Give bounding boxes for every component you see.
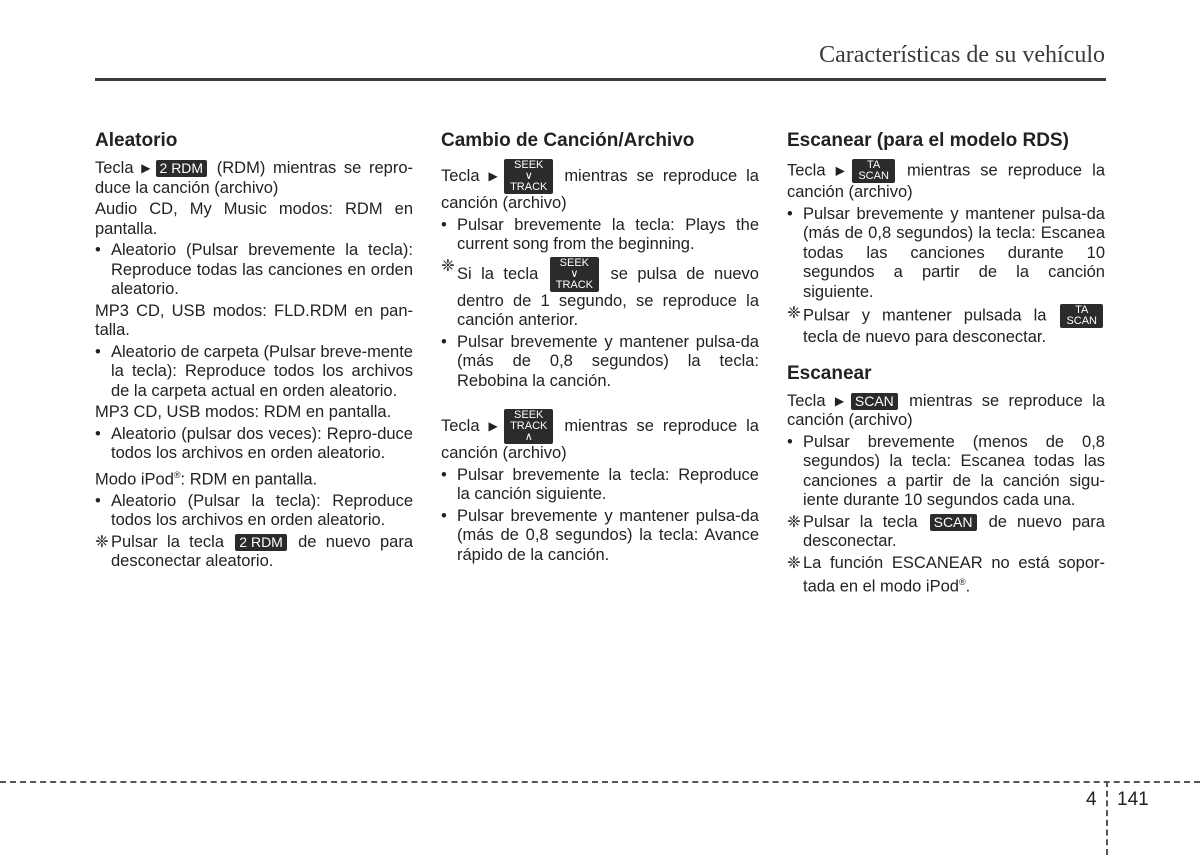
- triangle-icon: ▶: [141, 161, 154, 175]
- note-icon: ❈: [787, 512, 801, 531]
- list-item: • Aleatorio (Pulsar la tecla): Reproduce todos los archivos en orden aleatorio.: [95, 491, 413, 530]
- rdm-key: 2 RDM: [235, 534, 287, 551]
- list-item: • Pulsar brevemente (menos de 0,8 segundos) la tecla: Escanea todas las canciones a partir de la canción sigu-iente durante 10 segundos cada una.: [787, 432, 1105, 510]
- section-heading-escanear-rds: Escanear (para el modelo RDS): [787, 130, 1069, 151]
- paragraph: Modo iPod®: RDM en pantalla.: [95, 469, 318, 489]
- chapter-number: 4: [1086, 789, 1097, 810]
- seek-track-up-key: SEEK TRACK ∧: [504, 409, 553, 444]
- paragraph: MP3 CD, USB modos: RDM en pantalla.: [95, 403, 392, 422]
- section-heading-escanear: Escanear: [787, 362, 872, 384]
- list-item: • Aleatorio (Pulsar brevemente la tecla): Reproduce todas las canciones en orden aleatorio.: [95, 241, 413, 299]
- triangle-icon: ▶: [835, 163, 851, 178]
- column-cambio-cancion: [441, 129, 759, 567]
- column-escanear: [787, 129, 1105, 599]
- paragraph: Audio CD, My Music modos: RDM en pantalla.: [95, 200, 413, 238]
- list-item: • Pulsar brevemente la tecla: Plays the current song from the beginning.: [441, 215, 759, 253]
- chevron-up-icon: ∧: [524, 431, 533, 443]
- list-item: • Pulsar brevemente y mantener pulsa-da (más de 0,8 segundos) la tecla: Escanea todas las canciones durante 10 segundos a partir de la canción siguiente.: [787, 204, 1105, 301]
- footer-dashed-rule: [0, 781, 1200, 783]
- page-header-title: Características de su vehículo: [819, 42, 1105, 68]
- ta-scan-key: TA SCAN: [1060, 304, 1103, 328]
- paragraph: Tecla ▶ SCAN mientras se reproduce la canción (archivo): [787, 391, 1105, 430]
- scan-key: SCAN: [851, 393, 898, 410]
- section-heading-aleatorio: Aleatorio: [95, 130, 178, 151]
- note-item: ❈ Pulsar y mantener pulsada la TA SCAN tecla de nuevo para desconectar.: [787, 304, 1105, 348]
- page-number: 141: [1117, 789, 1149, 810]
- list-item: • Aleatorio de carpeta (Pulsar breve-mente la tecla): Reproduce todos los archivos de la carpeta actual en orden aleatorio.: [95, 342, 413, 400]
- paragraph: MP3 CD, USB modos: FLD.RDM en pan-talla.: [95, 301, 413, 340]
- list-item: • Aleatorio (pulsar dos veces): Repro-duce todos los archivos en orden aleatorio.: [95, 424, 413, 463]
- paragraph: Tecla ▶ SEEK TRACK ∧ mientras se reproduce la canción (archivo): [441, 409, 759, 462]
- list-item: • Pulsar brevemente y mantener pulsa-da (más de 0,8 segundos) la tecla: Avance rápido de la canción.: [441, 506, 759, 564]
- chevron-down-icon: ∨: [570, 267, 579, 280]
- registered-mark: ®: [958, 577, 966, 588]
- seek-track-down-key: SEEK ∨ TRACK: [550, 257, 599, 292]
- note-icon: ❈: [95, 532, 109, 551]
- seek-track-down-key: SEEK ∨ TRACK: [504, 159, 553, 194]
- paragraph: Tecla ▶ TA SCAN mientras se reproduce la canción (archivo): [787, 159, 1106, 201]
- note-item: ❈ Si la tecla SEEK ∨ TRACK se pulsa de nuevo dentro de 1 segundo, se reproduce la canción anterior.: [441, 256, 759, 329]
- paragraph: Tecla ▶ SEEK ∨ TRACK mientras se reproduce la canción (archivo): [441, 159, 759, 212]
- list-item: • Pulsar brevemente y mantener pulsa-da (más de 0,8 segundos) la tecla: Rebobina la canción.: [441, 332, 759, 390]
- column-aleatorio: [95, 129, 413, 574]
- ta-scan-key: TA SCAN: [852, 159, 895, 183]
- paragraph: Tecla ▶ 2 RDM (RDM) mientras se repro-duce la canción (archivo): [95, 159, 414, 197]
- scan-key: SCAN: [930, 514, 977, 531]
- note-item: ❈ Pulsar la tecla SCAN de nuevo para desconectar.: [787, 512, 1105, 551]
- triangle-icon: ▶: [488, 418, 503, 433]
- chevron-down-icon: ∨: [524, 170, 533, 182]
- triangle-icon: ▶: [488, 168, 503, 183]
- registered-mark: ®: [173, 469, 181, 480]
- list-item: • Pulsar brevemente la tecla: Reproduce la canción siguiente.: [441, 465, 759, 503]
- note-item: ❈ La función ESCANEAR no está sopor-tada en el modo iPod®.: [787, 553, 1105, 596]
- header-rule: [95, 78, 1106, 81]
- triangle-icon: ▶: [834, 393, 849, 408]
- rdm-key: 2 RDM: [156, 160, 208, 177]
- note-icon: ❈: [441, 256, 455, 275]
- footer-vertical-dashed-rule: [1106, 781, 1108, 855]
- note-icon: ❈: [787, 553, 801, 572]
- note-item: ❈ Pulsar la tecla 2 RDM de nuevo para desconectar aleatorio.: [95, 532, 413, 571]
- note-icon: ❈: [787, 304, 801, 322]
- section-heading-cambio: Cambio de Canción/Archivo: [441, 130, 695, 151]
